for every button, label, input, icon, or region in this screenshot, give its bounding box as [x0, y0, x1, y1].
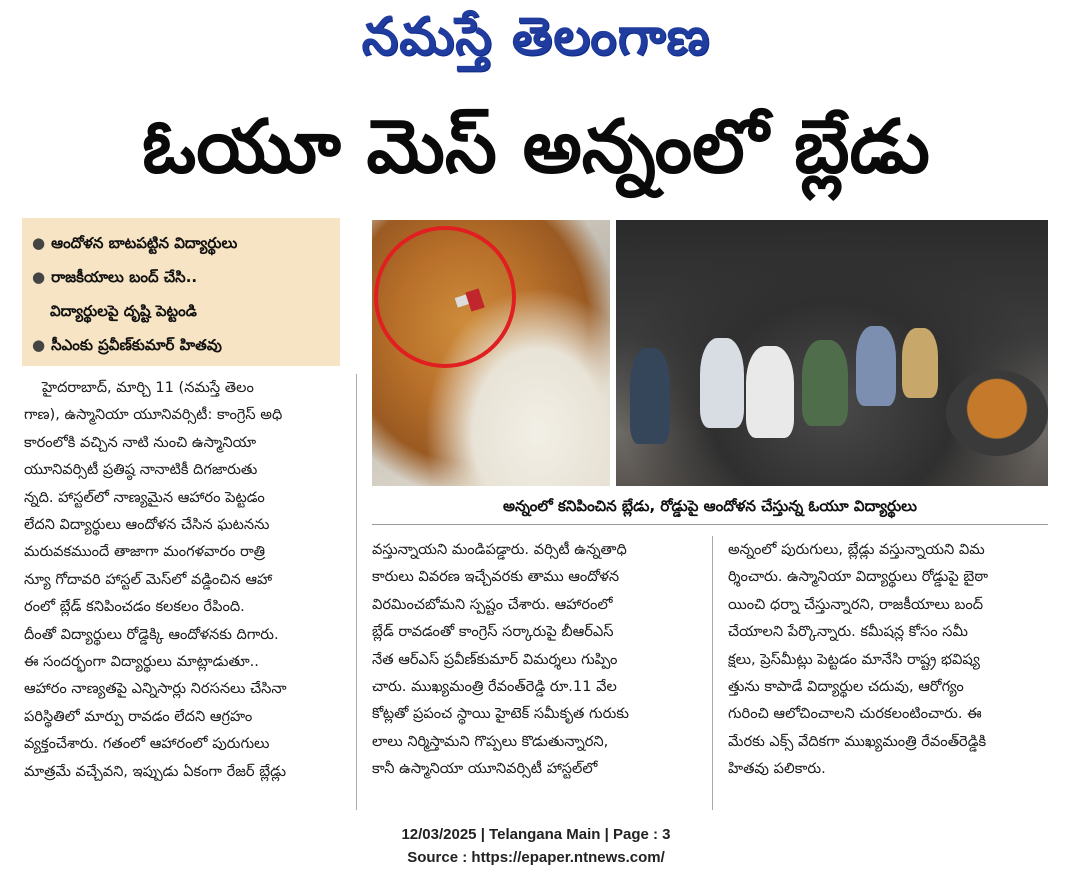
text-line: న్యూ గోదావరి హాస్టల్ మెస్‌లో వడ్డించిన ఆహా [24, 570, 273, 588]
bullet-box [22, 218, 340, 366]
text-line: యూనివర్సిటీ ప్రతిష్ఠ నానాటికీ దిగజారుతు [24, 461, 258, 479]
cooking-pot [946, 370, 1048, 456]
text-line: లాలు నిర్మిస్తామని గొప్పలు కొడుతున్నారని, [372, 732, 609, 750]
text-line: చేయాలని పేర్కొన్నారు. కమీషన్ల కోసం సమీ [728, 623, 968, 641]
article-column-1 [24, 374, 342, 785]
protest-photo [616, 220, 1048, 486]
student-figure [700, 338, 744, 428]
text-line: కోట్లతో ప్రపంచ స్థాయి హైటెక్ సమీకృత గురుకు [372, 705, 629, 723]
article-column-3 [728, 536, 1050, 783]
bullet-text: సీఎంకు ప్రవీణ్‌కుమార్ హితవు [51, 336, 222, 354]
column-divider [712, 536, 713, 810]
text-line: లేదని విద్యార్థులు ఆందోళన చేసిన ఘటనను [24, 516, 270, 534]
text-line: మాత్రమే వచ్చేవని, ఇప్పుడు ఏకంగా రేజర్ బ్లేడ్లు [24, 762, 287, 780]
bullet-item [32, 328, 334, 362]
source-link[interactable]: Source : https://epaper.ntnews.com/ [407, 849, 665, 866]
bullet-dot-icon: ● [32, 268, 46, 286]
text-line: వ్యక్తంచేశారు. గతంలో ఆహారంలో పురుగులు [24, 735, 270, 753]
student-figure [746, 346, 794, 438]
bullet-item [32, 226, 334, 260]
text-line: ర్శించారు. ఉస్మానియా విద్యార్థులు రోడ్డుపై బైఠా [728, 568, 988, 586]
student-figure [856, 326, 896, 406]
text-line: హైదరాబాద్, మార్చి 11 (నమస్తే తెలం [42, 379, 254, 396]
text-line: ఆహారం నాణ్యతపై ఎన్నిసార్లు నిరసనలు చేసినా [24, 680, 287, 698]
text-line: బ్లేడ్ రావడంతో కాంగ్రెస్ సర్కారుపై బీఆర్ఎస్ [372, 623, 614, 641]
text-line: రంలో బ్లేడ్ కనిపించడం కలకలం రేపింది. [24, 598, 245, 616]
bullet-dot-icon: ● [32, 234, 46, 252]
student-figure [902, 328, 938, 398]
text-line: పరిస్థితిలో మార్పు రావడం లేదని ఆగ్రహం [24, 707, 253, 725]
headline: ఓయూ మెస్ అన్నంలో బ్లేడు [142, 104, 930, 190]
text-line: త్తును కాపాడే విద్యార్థుల చదువు, ఆరోగ్యం [728, 678, 964, 696]
text-line: చారు. ముఖ్యమంత్రి రేవంత్‌రెడ్డి రూ.11 వేల [372, 678, 617, 696]
student-figure [802, 340, 848, 426]
bullet-text: విద్యార్థులపై దృష్టి పెట్టండి [50, 302, 197, 320]
text-line: కారులు వివరణ ఇచ్చేవరకు తాము ఆందోళన [372, 568, 620, 586]
text-line: మరువకముందే తాజాగా మంగళవారం రాత్రి [24, 543, 266, 561]
text-line: వస్తున్నాయని మండిపడ్డారు. వర్సిటీ ఉన్నతాధి [372, 541, 627, 558]
text-line: నేత ఆర్ఎస్ ప్రవీణ్‌కుమార్ విమర్శలు గుప్పిం [372, 650, 618, 668]
text-line: న్నది. హాస్టల్‌లో నాణ్యమైన ఆహారం పెట్టడం [24, 488, 265, 506]
text-line: కానీ ఉస్మానియా యూనివర్సిటీ హాస్టల్‌లో [372, 760, 598, 778]
highlight-circle [374, 226, 516, 368]
text-line: మేరకు ఎక్స్ వేదికగా ముఖ్యమంత్రి రేవంత్‌రెడ్డికి [728, 732, 987, 750]
edition-info: 12/03/2025 | Telangana Main | Page : 3 [401, 826, 671, 843]
text-line: గురించి ఆలోచించాలని చురకలంటించారు. ఈ [728, 705, 982, 723]
masthead-logo: నమస్తే తెలంగాణ [361, 6, 711, 67]
bullet-text: రాజకీయాలు బంద్ చేసి.. [51, 268, 198, 286]
photo-caption: అన్నంలో కనిపించిన బ్లేడు, రోడ్డుపై ఆందోళన చేస్తున్న ఓయూ విద్యార్థులు [503, 497, 917, 515]
article-column-2 [372, 536, 698, 783]
text-line: యించి ధర్నా చేస్తున్నారని, రాజకీయాలు బంద్ [728, 595, 984, 613]
text-line: అన్నంలో పురుగులు, బ్లేడ్లు వస్తున్నాయని విమ [728, 541, 985, 558]
text-line: దీంతో విద్యార్థులు రోడ్డెక్కి ఆందోళనకు దిగారు. [24, 625, 279, 643]
text-line: క్షలు, ప్రెస్‌మీట్లు పెట్టడం మానేసి రాష్ట్ర భవిష్య [728, 650, 980, 668]
bullet-dot-icon: ● [32, 336, 46, 354]
text-line: విరమించబోమని స్పష్టం చేశారు. ఆహారంలో [372, 595, 613, 613]
caption-divider [372, 524, 1048, 525]
text-line: గాణ), ఉస్మానియా యూనివర్సిటీ: కాంగ్రెస్ అధి [24, 406, 283, 424]
text-line: కారంలోకి వచ్చిన నాటి నుంచి ఉస్మానియా [24, 433, 257, 451]
bullet-item-continuation [32, 294, 334, 328]
bullet-text: ఆందోళన బాటపట్టిన విద్యార్థులు [51, 234, 238, 252]
column-divider [356, 374, 357, 810]
food-photo [372, 220, 610, 486]
bullet-item [32, 260, 334, 294]
text-line: ఈ సందర్భంగా విద్యార్థులు మాట్లాడుతూ.. [24, 653, 259, 671]
student-figure [630, 348, 670, 444]
text-line: హితవు పలికారు. [728, 760, 826, 778]
